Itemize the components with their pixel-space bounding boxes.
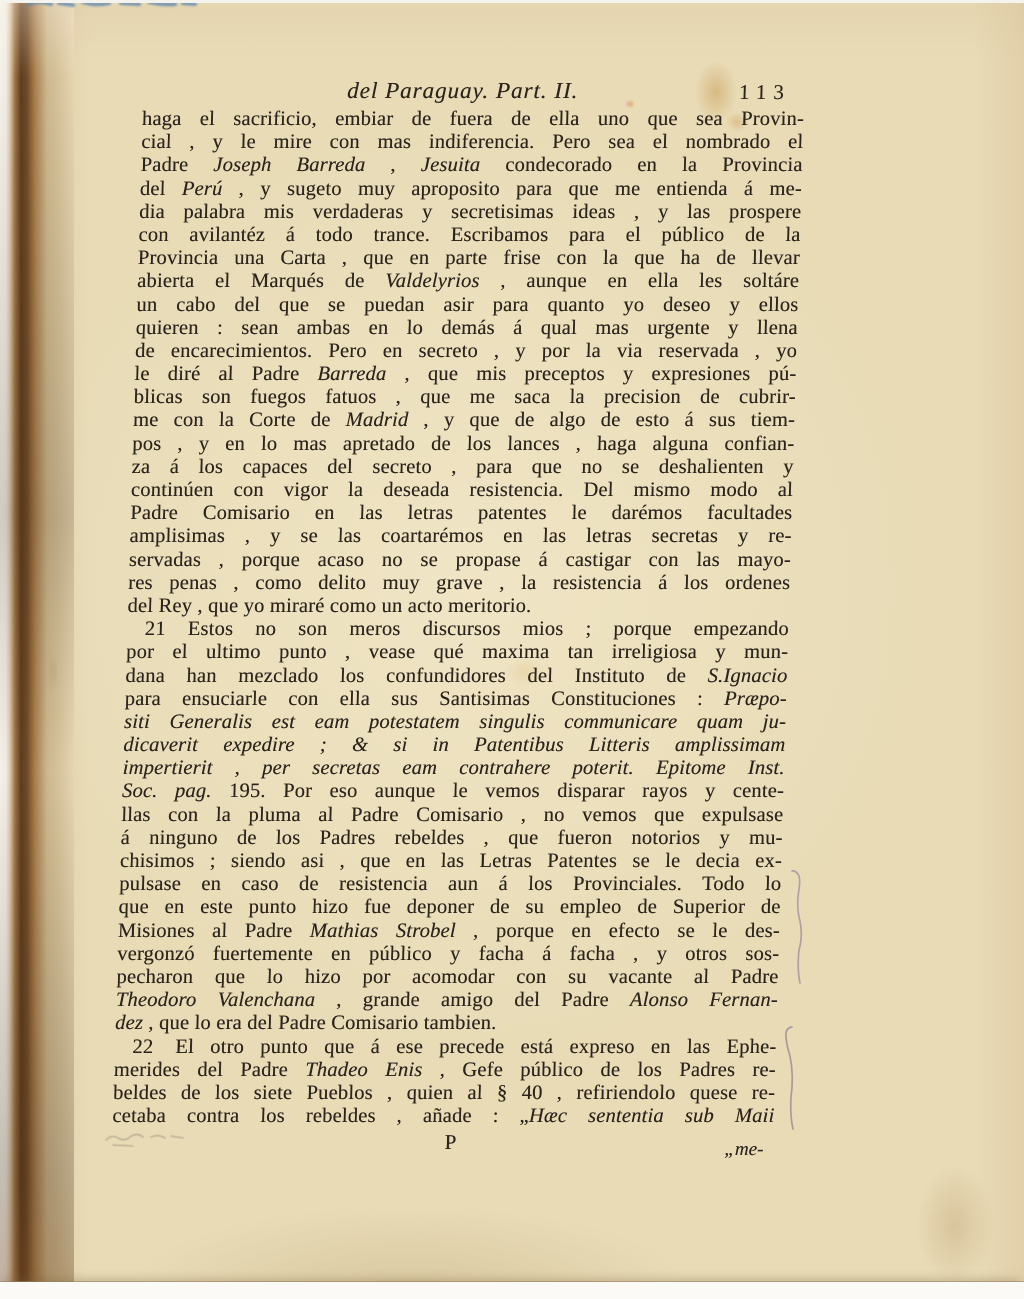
bottom-scan-edge [0, 1282, 1024, 1299]
text-line: merides del Padre Thadeo Enis , Gefe público de los Padres re- [113, 1058, 777, 1081]
text-line: Provincia una Carta , que en parte frise con la que ha de llevar [137, 247, 801, 270]
paragraph-number: 21 [144, 618, 167, 641]
page-text-block [111, 78, 805, 1163]
text-line: Theodoro Valenchana , grande amigo del Padre Alonso Fernan- [115, 989, 779, 1012]
text-line: dana han mezclado los confundidores del Instituto de S.Ignacio [125, 664, 788, 687]
text-line: blicas son fuegos fatuos , que me saca la precision de cubrir- [133, 386, 797, 409]
text-line: res penas , como delito muy grave , la resistencia á los ordenes [127, 571, 791, 594]
text-line: dia palabra mis verdaderas y secretisimas ideas , y las prospere [138, 200, 802, 223]
text-line: me con la Corte de Madrid , y que de algo de esto á sus tiem- [132, 409, 796, 432]
text-line: amplisimas , y se las coartarémos en las letras secretas y re- [129, 525, 792, 548]
text-line: servadas , porque acaso no se propase á castigar con las mayo- [128, 548, 792, 571]
text-line: cial , y le mire con mas indiferencia. Pero sea el nombrado el [140, 131, 804, 154]
book-binding-edge [0, 0, 74, 1285]
text-line: beldes de los siete Pueblos , quien al § 40 , refiriendolo quese re- [112, 1081, 776, 1104]
text-line: 21 Estos no son meros discursos mios ; porque empezando [144, 618, 790, 641]
page-header-title: del Paraguay. Part. II. [346, 78, 579, 103]
text-line: Misiones al Padre Mathias Strobel , porque en efecto se le des- [117, 919, 781, 942]
text-line: dicaverit expedire ; & si in Patentibus Litteris amplissimam [123, 734, 786, 757]
page-number: 113 [738, 80, 792, 104]
running-header [142, 78, 805, 107]
text-line: del Perú , y sugeto muy aproposito para que me entienda á me- [139, 177, 803, 200]
page-footer [111, 1130, 774, 1162]
text-line: cetaba contra los rebeldes , añade : „Hæc sententia sub Maii [112, 1105, 775, 1128]
text-line: za á los capaces del secreto , para que no se deshalienten y [131, 455, 794, 478]
text-line: dez , que lo era del Padre Comisario tambien. [114, 1012, 497, 1035]
catchword: „me- [724, 1139, 764, 1161]
text-line: pulsase en caso de resistencia aun á los Provinciales. Todo lo [118, 873, 782, 896]
text-line: por el ultimo punto , vease qué maxima tan irreligiosa y mun- [125, 641, 789, 664]
text-line: haga el sacrificio, embiar de fuera de ella uno que sea Provin- [141, 108, 805, 130]
paragraph-number: 22 [132, 1035, 154, 1058]
text-line: chisimos ; siendo asi , que en las Letras Patentes se le decia ex- [119, 850, 783, 872]
text-line: con avilantéz á todo trance. Escribamos para el público de la [138, 223, 801, 246]
text-lines [112, 108, 804, 1128]
text-line: para ensuciarle con ella sus Santisimas Constituciones : Præpo- [124, 687, 788, 710]
signature-mark: P [444, 1130, 457, 1155]
text-line: continúen con vigor la deseada resistencia. Del mismo modo al [130, 479, 794, 501]
text-line: que en este punto hizo fue deponer de su empleo de Superior de [118, 896, 781, 919]
text-line: quieren : sean ambas en lo demás á qual mas urgente y llena [135, 316, 799, 339]
text-line: llas con la pluma al Padre Comisario , no vemos que expulsase [121, 803, 784, 826]
text-line: Padre Comisario en las letras patentes le darémos facultades [129, 502, 793, 525]
text-line: del Rey , que yo miraré como un acto meritorio. [127, 594, 532, 617]
text-line: pos , y en lo mas apretado de los lances , haga alguna confian- [132, 432, 795, 455]
text-line: siti Generalis est eam potestatem singulis communicare quam ju- [123, 710, 787, 733]
text-line: á ninguno de los Padres rebeldes , que fueron notorios y mu- [120, 826, 783, 849]
text-line: de encarecimientos. Pero en secreto , y por la via reservada , yo [134, 339, 798, 362]
text-line: 22 El otro punto que á ese precede está expreso en las Ephe- [132, 1035, 777, 1058]
top-scan-edge [0, 0, 1024, 3]
text-line: Soc. pag. 195. Por eso aunque le vemos disparar rayos y cente- [121, 780, 785, 803]
text-line: pecharon que lo hizo por acomodar con su vacante al Padre [116, 965, 779, 988]
text-line: le diré al Padre Barreda , que mis preceptos y expresiones pú- [134, 363, 797, 386]
text-line: un cabo del que se puedan asir para quanto yo deseo y ellos [136, 293, 799, 316]
text-line: Padre Joseph Barreda , Jesuita condecorado en la Provincia [140, 154, 803, 177]
text-line: impertierit , per secretas eam contrahere poterit. Epitome Inst. [122, 757, 786, 780]
text-line: abierta el Marqués de Valdelyrios , aunque en ella les soltáre [136, 270, 800, 293]
text-line: vergonzó fuertemente en público y facha á facha , y otros sos- [116, 942, 780, 965]
